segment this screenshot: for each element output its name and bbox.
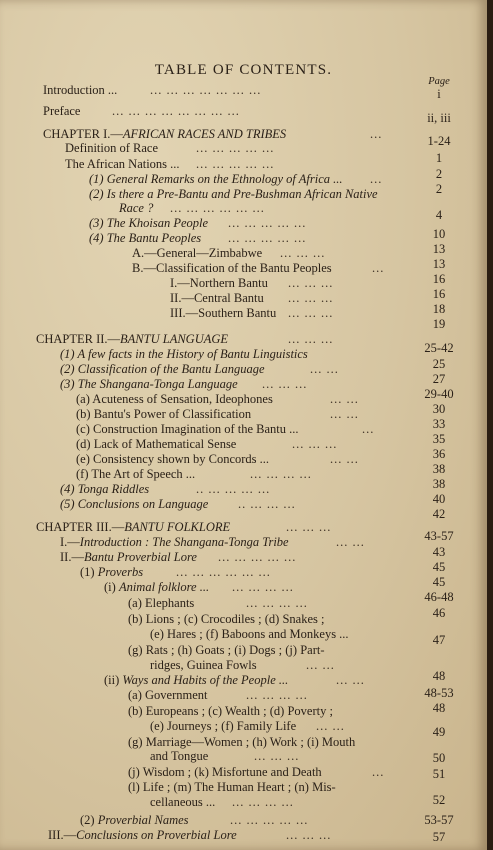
leader-dots: ... ...	[336, 535, 365, 549]
page-number: 13	[432, 257, 446, 271]
leader-dots: ... ... ...	[286, 828, 332, 842]
page-number: 38	[432, 462, 446, 476]
leader-dots: ...	[370, 127, 383, 141]
leader-dots: ... ... ... ... ... ... ... ...	[112, 104, 240, 118]
toc-entry-text: (f) The Art of Speech ...	[76, 467, 196, 481]
page-number: 33	[432, 417, 446, 431]
page-number: 30	[432, 402, 446, 416]
toc-entry-text: A.—General—Zimbabwe	[132, 246, 263, 260]
toc-entry-text: (a) Government	[128, 688, 208, 702]
page-number: 48	[432, 701, 446, 715]
page-number: 35	[432, 432, 446, 446]
page-number: 52	[432, 793, 446, 807]
leader-dots: ... ... ... ... ...	[218, 550, 297, 564]
page-number: 1	[435, 151, 443, 165]
toc-entry	[0, 611, 487, 627]
toc-entry-text: I.—Northern Bantu	[170, 276, 268, 290]
toc-entry-text: (1) A few facts in the History of Bantu Linguistics	[60, 347, 308, 361]
toc-entry-text: (b) Europeans ; (c) Wealth ; (d) Poverty ;	[128, 704, 333, 718]
leader-dots: ... ... ... ... ... ...	[176, 565, 271, 579]
leader-dots: ... ... ... ... ...	[230, 813, 309, 827]
toc-entry-text: (1) General Remarks on the Ethnology of Africa ...	[89, 172, 343, 186]
toc-page-number	[0, 829, 487, 845]
leader-dots: .. ... ... ... ...	[196, 482, 271, 496]
leader-dots: ... ... ... ... ... ... ...	[150, 83, 262, 97]
toc-entry-text: (i) Animal folklore ...	[104, 580, 210, 594]
toc-entry-text: (4) Tonga Riddles	[60, 482, 150, 496]
page-number: 49	[432, 725, 446, 739]
toc-entry-text: (3) The Shangana-Tonga Language	[60, 377, 238, 391]
page-number: 10	[432, 227, 446, 241]
toc-entry-text: (e) Journeys ; (f) Family Life	[150, 719, 297, 733]
leader-dots: ... ...	[330, 407, 359, 421]
page-number: 42	[432, 507, 446, 521]
toc-page-number	[0, 792, 487, 808]
page-number: 27	[432, 372, 446, 386]
toc-entry-text: II.—Central Bantu	[170, 291, 264, 305]
leader-dots: ... ...	[336, 673, 365, 687]
toc-entry-text: ridges, Guinea Fowls	[150, 658, 257, 672]
toc-entry	[0, 703, 487, 719]
page-number: i	[437, 87, 441, 101]
page-number: 45	[432, 575, 446, 589]
toc-entry	[0, 642, 487, 658]
page-number: 1-24	[427, 134, 451, 148]
toc-entry-text: (e) Hares ; (f) Baboons and Monkeys ...	[150, 627, 349, 641]
leader-dots: ... ... ...	[288, 276, 334, 290]
page-number: 2	[435, 167, 443, 181]
toc-entry-text: (d) Lack of Mathematical Sense	[76, 437, 237, 451]
toc-entry-text: Race ?	[119, 201, 154, 215]
page-column-header: Page	[428, 76, 450, 87]
page-number: 53-57	[424, 813, 454, 827]
page-number: 19	[432, 317, 446, 331]
toc-entry-text: (5) Conclusions on Language	[60, 497, 209, 511]
toc-page-number	[0, 316, 487, 332]
leader-dots: ... ... ... ...	[246, 596, 308, 610]
toc-entry-text: and Tongue	[150, 749, 209, 763]
toc-entry-text: I.—Introduction : The Shangana-Tonga Tribe	[60, 535, 289, 549]
leader-dots: ... ... ...	[262, 377, 308, 391]
toc-entry-text: CHAPTER I.—AFRICAN RACES AND TRIBES	[43, 127, 287, 141]
page-number: 29-40	[424, 387, 454, 401]
toc-entry-text: CHAPTER III.—BANTU FOLKLORE	[36, 520, 231, 534]
toc-entry-text: (2) Is there a Pre-Bantu and Pre-Bushman African Native	[89, 187, 378, 201]
toc-entry-text: (c) Construction Imagination of the Bantu ...	[76, 422, 299, 436]
page-number: 48-53	[424, 686, 454, 700]
toc-entry-text: II.—Bantu Proverbial Lore	[60, 550, 197, 564]
page-number: 18	[432, 302, 446, 316]
toc-entry-text: (g) Rats ; (h) Goats ; (i) Dogs ; (j) Part-	[128, 643, 325, 657]
page-number: 13	[432, 242, 446, 256]
leader-dots: ... ... ... ...	[232, 795, 294, 809]
leader-dots: .. ... ... ...	[238, 497, 296, 511]
page-number: 48	[432, 669, 446, 683]
toc-entry-text: B.—Classification of the Bantu Peoples	[132, 261, 332, 275]
toc-entry-text: cellaneous ...	[150, 795, 216, 809]
leader-dots: ... ... ...	[280, 246, 326, 260]
toc-entry-text: Introduction ...	[43, 83, 118, 97]
page-number: ii, iii	[427, 111, 451, 125]
leader-dots: ... ... ...	[254, 749, 300, 763]
leader-dots: ... ... ... ... ... ...	[170, 201, 265, 215]
toc-entry-text: (a) Elephants	[128, 596, 195, 610]
toc-entry-text: (2) Proverbial Names	[80, 813, 189, 827]
leader-dots: ...	[362, 422, 375, 436]
page-title: TABLE OF CONTENTS.	[154, 62, 333, 78]
leader-dots: ... ... ... ... ...	[228, 216, 307, 230]
page-number: 46-48	[424, 590, 454, 604]
page-number: 25	[432, 357, 446, 371]
leader-dots: ... ... ...	[288, 306, 334, 320]
toc-entry-text: (2) Classification of the Bantu Language	[60, 362, 265, 376]
toc-entry-text: (3) The Khoisan People	[89, 216, 209, 230]
toc-entry-text: (l) Life ; (m) The Human Heart ; (n) Mis-	[128, 780, 336, 794]
page-number: 2	[435, 182, 443, 196]
toc-entry-text: (j) Wisdom ; (k) Misfortune and Death	[128, 765, 322, 779]
leader-dots: ... ...	[330, 452, 359, 466]
leader-dots: ...	[372, 261, 385, 275]
page-number: 4	[435, 208, 443, 222]
page-number: 43-57	[424, 529, 454, 543]
toc-entry-text: (b) Bantu's Power of Classification	[76, 407, 252, 421]
toc-entry-text: (b) Lions ; (c) Crocodiles ; (d) Snakes ;	[128, 612, 325, 626]
page-number: 38	[432, 477, 446, 491]
toc-page-number	[0, 812, 487, 828]
page-number: 50	[432, 751, 446, 765]
page-number: 57	[432, 830, 446, 844]
leader-dots: ... ... ... ... ...	[228, 231, 307, 245]
leader-dots: ... ...	[316, 719, 345, 733]
leader-dots: ... ...	[310, 362, 339, 376]
leader-dots: ... ... ... ... ...	[196, 157, 275, 171]
page-number: 45	[432, 560, 446, 574]
toc-entry-text: III.—Conclusions on Proverbial Lore	[48, 828, 237, 842]
leader-dots: ... ...	[330, 392, 359, 406]
page-number: 16	[432, 287, 446, 301]
leader-dots: ... ...	[306, 658, 335, 672]
page-number: 25-42	[424, 341, 454, 355]
leader-dots: ... ... ...	[288, 332, 334, 346]
toc-page-number	[0, 86, 487, 102]
leader-dots: ...	[372, 765, 385, 779]
toc-entry-text: (a) Acuteness of Sensation, Ideophones	[76, 392, 273, 406]
page-number: 16	[432, 272, 446, 286]
page-number: 51	[432, 767, 446, 781]
toc-entry-text: CHAPTER II.—BANTU LANGUAGE	[36, 332, 229, 346]
toc-entry-text: Preface	[43, 104, 81, 118]
page-number: 47	[432, 633, 446, 647]
page-number: 43	[432, 545, 446, 559]
toc-entry-text: The African Nations ...	[65, 157, 180, 171]
leader-dots: ...	[370, 172, 383, 186]
leader-dots: ... ... ... ...	[246, 688, 308, 702]
toc-entry-text: (g) Marriage—Women ; (h) Work ; (i) Mouth	[128, 735, 356, 749]
toc-entry-text: (e) Consistency shown by Concords ...	[76, 452, 270, 466]
toc-entry-text: (1) Proverbs	[80, 565, 144, 579]
leader-dots: ... ... ... ...	[250, 467, 312, 481]
leader-dots: ... ... ...	[288, 291, 334, 305]
page-number: 36	[432, 447, 446, 461]
leader-dots: ... ... ...	[286, 520, 332, 534]
toc-entry-text: (4) The Bantu Peoples	[89, 231, 202, 245]
toc-entry-text: Definition of Race	[65, 141, 159, 155]
toc-entry-text: III.—Southern Bantu	[170, 306, 277, 320]
leader-dots: ... ... ... ...	[232, 580, 294, 594]
page-number: 40	[432, 492, 446, 506]
page-number: 46	[432, 606, 446, 620]
leader-dots: ... ... ...	[292, 437, 338, 451]
toc-page-number	[0, 110, 487, 126]
toc-entry-text: (ii) Ways and Habits of the People ...	[104, 673, 289, 687]
leader-dots: ... ... ... ... ...	[196, 141, 275, 155]
